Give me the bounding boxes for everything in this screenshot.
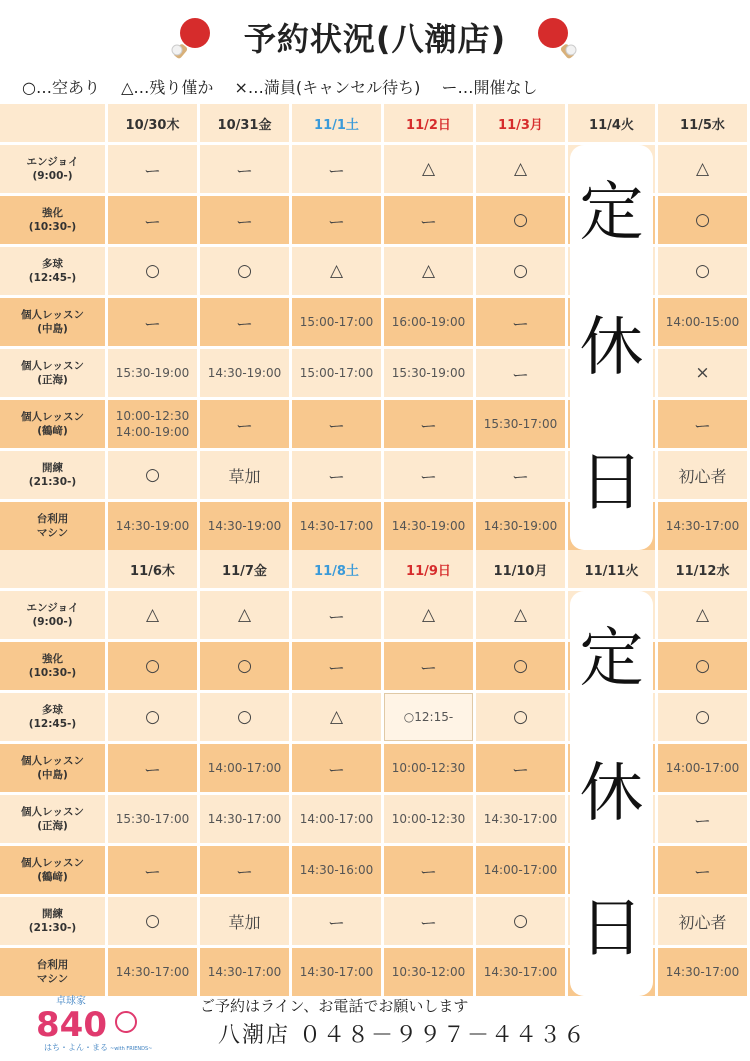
svg-text:~with FRIENDS~: ~with FRIENDS~ (110, 1046, 153, 1052)
schedule-cell[interactable]: ー (658, 846, 747, 894)
date-header: 11/12水 (658, 550, 747, 588)
schedule-cell[interactable]: 初心者 (658, 897, 747, 945)
row-label (0, 400, 105, 448)
schedule-cell[interactable]: ○ (476, 897, 565, 945)
row-label-line: (鶴﨑) (37, 871, 68, 883)
schedule-cell[interactable]: × (658, 349, 747, 397)
schedule-cell[interactable]: ー (476, 349, 565, 397)
schedule-cell[interactable]: 16:00-19:00 (384, 298, 473, 346)
schedule-cell[interactable]: ○ (108, 642, 197, 690)
schedule-cell[interactable]: 15:00-17:00 (292, 349, 381, 397)
schedule-cell[interactable]: 14:30-17:00 (200, 795, 289, 843)
schedule-cell[interactable]: ー (200, 196, 289, 244)
date-header: 11/11火 (568, 550, 655, 588)
row-label-line: マシン (36, 527, 69, 539)
schedule-cell[interactable]: 14:30-19:00 (476, 502, 565, 550)
shop-logo (26, 992, 156, 1054)
row-label (0, 502, 105, 550)
header-corner (0, 104, 105, 142)
schedule-cell[interactable]: ー (384, 897, 473, 945)
header-corner (0, 550, 105, 588)
schedule-cell[interactable]: 14:30-17:00 (108, 948, 197, 996)
closed-day-panel (570, 145, 653, 550)
schedule-cell[interactable]: 14:30-19:00 (384, 502, 473, 550)
schedule-cell[interactable]: 14:00-17:00 (476, 846, 565, 894)
schedule-cell[interactable]: 10:00-12:30 (384, 744, 473, 792)
footer-phone: 八潮店 ０４８－９９７－４４３６ (218, 1023, 587, 1048)
row-label (0, 196, 105, 244)
date-header: 11/9日 (384, 550, 473, 588)
schedule-cell[interactable]: 草加 (200, 897, 289, 945)
schedule-cell[interactable]: 14:30-16:00 (292, 846, 381, 894)
schedule-cell[interactable]: △ (476, 145, 565, 193)
schedule-cell[interactable]: 初心者 (658, 451, 747, 499)
schedule-cell[interactable]: △ (476, 591, 565, 639)
ping-pong-paddle-icon-right (532, 14, 578, 60)
schedule-cell[interactable]: △ (384, 145, 473, 193)
schedule-cell[interactable]: △ (292, 693, 381, 741)
schedule-cell[interactable]: △ (384, 591, 473, 639)
schedule-cell[interactable]: 14:30-19:00 (200, 349, 289, 397)
schedule-cell[interactable]: ー (200, 846, 289, 894)
date-header: 11/6木 (108, 550, 197, 588)
schedule-cell[interactable]: ー (108, 744, 197, 792)
row-label-line: (9:00-) (32, 170, 73, 182)
row-label-line: (正海) (37, 374, 68, 386)
row-label-line: 多球 (42, 704, 63, 716)
row-label (0, 145, 105, 193)
schedule-cell[interactable]: ー (292, 196, 381, 244)
footer-note: ご予約はライン、お電話でお願いします (200, 997, 469, 1015)
schedule-cell[interactable]: ー (200, 298, 289, 346)
schedule-cell[interactable]: ○ (476, 642, 565, 690)
closed-day-char: 定 (579, 175, 644, 250)
schedule-cell[interactable]: 10:00-12:30 14:00-19:00 (108, 400, 197, 448)
date-header: 11/8土 (292, 550, 381, 588)
schedule-cell[interactable]: 14:30-17:00 (200, 948, 289, 996)
schedule-cell[interactable]: 10:00-12:30 (384, 795, 473, 843)
schedule-cell[interactable]: 14:30-17:00 (292, 948, 381, 996)
row-label-line: (12:45-) (28, 718, 77, 730)
schedule-cell[interactable]: 14:30-17:00 (476, 948, 565, 996)
schedule-cell[interactable]: 14:00-17:00 (200, 744, 289, 792)
date-header: 11/1土 (292, 104, 381, 142)
row-label-line: エンジョイ (26, 602, 79, 614)
schedule-cell[interactable]: ー (292, 400, 381, 448)
schedule-cell[interactable]: ー (658, 795, 747, 843)
row-label-line: マシン (36, 973, 69, 985)
schedule-cell[interactable]: 15:30-19:00 (108, 349, 197, 397)
date-header: 10/31金 (200, 104, 289, 142)
row-label-line: (12:45-) (28, 272, 77, 284)
date-header: 10/30木 (108, 104, 197, 142)
schedule-cell[interactable]: ○ (658, 693, 747, 741)
schedule-cell[interactable]: ー (476, 744, 565, 792)
row-label-line: (10:30-) (28, 221, 77, 233)
schedule-cell[interactable]: △ (108, 591, 197, 639)
row-label-line: 個人レッスン (21, 309, 84, 321)
svg-text:840: 840 (36, 1005, 107, 1045)
svg-text:卓球家: 卓球家 (56, 996, 86, 1007)
schedule-cell[interactable]: ー (384, 642, 473, 690)
schedule-cell[interactable]: ○ (200, 693, 289, 741)
legend-available: ○…空あり (22, 78, 100, 97)
row-label (0, 247, 105, 295)
row-label-line: 開練 (42, 462, 63, 474)
legend-not-held: ー…開催なし (441, 78, 538, 97)
row-label-line: 台利用 (36, 959, 69, 971)
closed-day-char: 休 (579, 310, 644, 385)
row-label-line: 個人レッスン (21, 857, 84, 869)
schedule-cell[interactable]: 14:30-17:00 (658, 948, 747, 996)
schedule-cell[interactable]: ー (658, 400, 747, 448)
closed-day-char: 休 (579, 756, 644, 831)
schedule-cell[interactable]: 14:00-17:00 (292, 795, 381, 843)
schedule-cell[interactable]: 14:30-19:00 (108, 502, 197, 550)
row-label-line: (9:00-) (32, 616, 73, 628)
schedule-cell[interactable]: ー (108, 298, 197, 346)
schedule-cell[interactable]: ○ (200, 247, 289, 295)
schedule-cell[interactable]: 14:30-17:00 (476, 795, 565, 843)
schedule-cell[interactable]: ○ (476, 247, 565, 295)
schedule-cell[interactable]: ○ (200, 642, 289, 690)
schedule-cell[interactable]: 15:30-17:00 (108, 795, 197, 843)
date-header: 11/4火 (568, 104, 655, 142)
schedule-cell[interactable]: ー (292, 451, 381, 499)
row-label (0, 948, 105, 996)
schedule-cell[interactable]: 15:00-17:00 (292, 298, 381, 346)
schedule-cell[interactable]: ○ (108, 247, 197, 295)
row-label-line: (10:30-) (28, 667, 77, 679)
schedule-cell[interactable]: 14:30-17:00 (658, 502, 747, 550)
schedule-cell[interactable]: ー (108, 846, 197, 894)
row-label (0, 451, 105, 499)
schedule-cell[interactable]: △ (200, 591, 289, 639)
row-label (0, 693, 105, 741)
closed-day-char: 日 (579, 891, 644, 966)
legend-full: ×…満員(キャンセル待ち) (234, 78, 421, 97)
row-label-line: 開練 (42, 908, 63, 920)
closed-day-char: 定 (579, 621, 644, 696)
row-label-line: 個人レッスン (21, 360, 84, 372)
row-label (0, 795, 105, 843)
schedule-cell[interactable]: ○ (476, 693, 565, 741)
page-title: 予約状況(八潮店) (243, 20, 507, 58)
schedule-cell[interactable]: ○ (108, 897, 197, 945)
schedule-cell[interactable]: ー (384, 400, 473, 448)
schedule-cell[interactable]: ー (292, 591, 381, 639)
schedule-cell[interactable]: ー (476, 298, 565, 346)
schedule-cell[interactable]: ー (384, 196, 473, 244)
schedule-cell[interactable]: ー (108, 145, 197, 193)
closed-day-panel (570, 591, 653, 996)
row-label-line: エンジョイ (26, 156, 79, 168)
date-header: 11/7金 (200, 550, 289, 588)
row-label (0, 349, 105, 397)
schedule-cell[interactable]: ー (292, 744, 381, 792)
schedule-cell[interactable]: 草加 (200, 451, 289, 499)
row-label-line: 強化 (42, 207, 63, 219)
row-label-line: (正海) (37, 820, 68, 832)
schedule-cell[interactable]: ○ (658, 247, 747, 295)
row-label (0, 591, 105, 639)
date-header: 11/5水 (658, 104, 747, 142)
row-label (0, 298, 105, 346)
schedule-cell[interactable]: ○12:15- (384, 693, 473, 741)
schedule-cell[interactable]: △ (384, 247, 473, 295)
row-label-line: 個人レッスン (21, 755, 84, 767)
schedule-cell[interactable]: ー (384, 846, 473, 894)
schedule-cell[interactable]: ○ (658, 642, 747, 690)
row-label (0, 744, 105, 792)
row-label (0, 642, 105, 690)
schedule-cell[interactable]: ー (200, 400, 289, 448)
schedule-cell[interactable]: 14:30-19:00 (200, 502, 289, 550)
row-label-line: (鶴﨑) (37, 425, 68, 437)
svg-text:はち・よん・まる: はち・よん・まる (44, 1043, 108, 1052)
schedule-cell[interactable]: 14:00-17:00 (658, 744, 747, 792)
row-label-line: (中島) (37, 323, 68, 335)
row-label-line: 個人レッスン (21, 806, 84, 818)
schedule-cell[interactable]: ○ (476, 196, 565, 244)
schedule-cell[interactable]: 14:30-17:00 (292, 502, 381, 550)
date-header: 11/3月 (476, 104, 565, 142)
schedule-cell[interactable]: ー (200, 145, 289, 193)
row-label-line: (21:30-) (28, 922, 77, 934)
schedule-cell[interactable]: ー (292, 897, 381, 945)
row-label-line: 個人レッスン (21, 411, 84, 423)
schedule-cell[interactable]: ー (384, 451, 473, 499)
schedule-cell[interactable]: ○ (658, 196, 747, 244)
row-label-line: 多球 (42, 258, 63, 270)
schedule-cell[interactable]: 15:30-19:00 (384, 349, 473, 397)
schedule-cell[interactable]: △ (658, 145, 747, 193)
row-label-line: 台利用 (36, 513, 69, 525)
row-label (0, 846, 105, 894)
schedule-cell[interactable]: 15:30-17:00 (476, 400, 565, 448)
schedule-cell[interactable]: △ (292, 247, 381, 295)
legend-few-left: △…残り僅か (121, 78, 214, 97)
schedule-cell[interactable]: ー (292, 642, 381, 690)
date-header: 11/2日 (384, 104, 473, 142)
schedule-cell[interactable]: ○ (108, 451, 197, 499)
schedule-cell[interactable]: ー (108, 196, 197, 244)
closed-day-char: 日 (579, 445, 644, 520)
schedule-cell[interactable]: 14:00-15:00 (658, 298, 747, 346)
schedule-cell[interactable]: ○ (108, 693, 197, 741)
schedule-cell[interactable]: ー (292, 145, 381, 193)
schedule-cell[interactable]: ー (476, 451, 565, 499)
date-header: 11/10月 (476, 550, 565, 588)
row-label-line: 強化 (42, 653, 63, 665)
row-label-line: (21:30-) (28, 476, 77, 488)
schedule-cell[interactable]: △ (658, 591, 747, 639)
schedule-cell[interactable]: 10:30-12:00 (384, 948, 473, 996)
legend (22, 75, 553, 98)
row-label (0, 897, 105, 945)
row-label-line: (中島) (37, 769, 68, 781)
